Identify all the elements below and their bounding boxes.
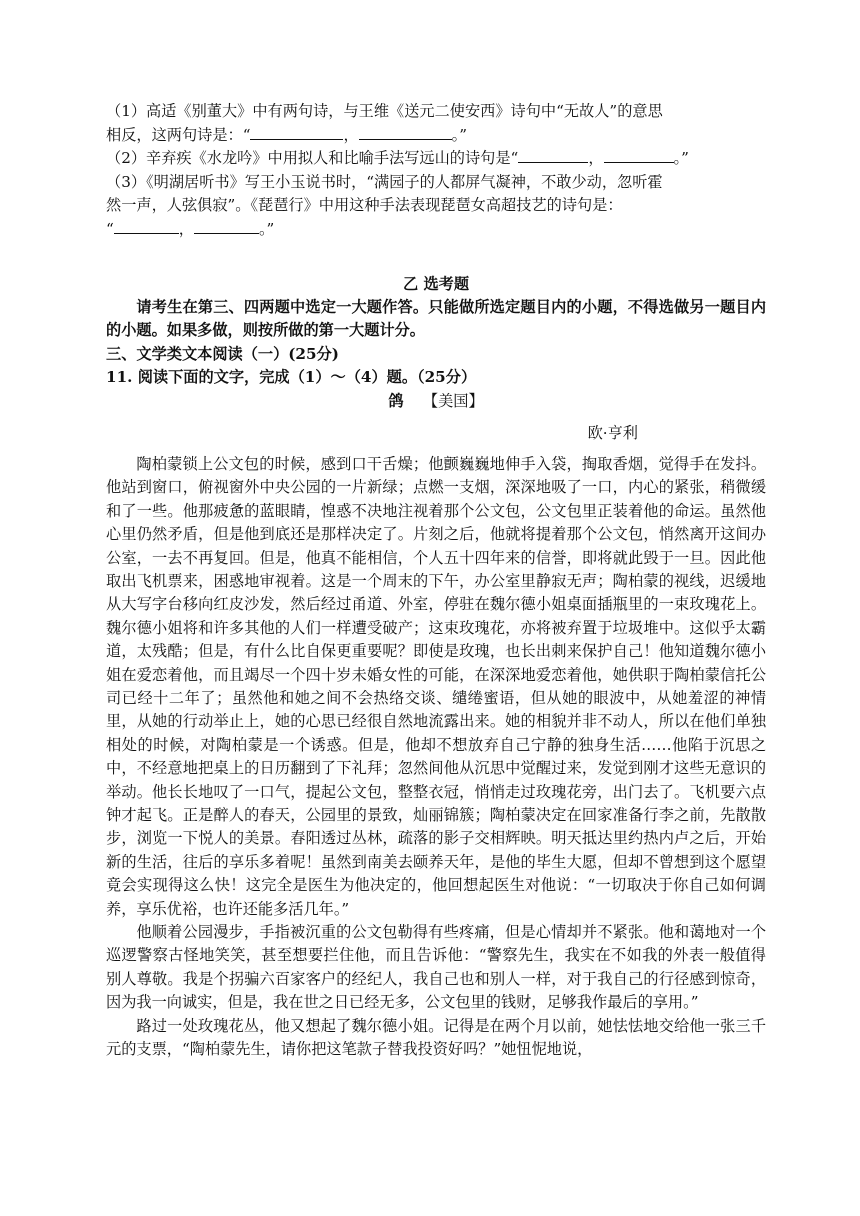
q10-item2-line xyxy=(106,147,766,171)
story-title: 鸽 xyxy=(388,391,404,410)
answer-blank xyxy=(194,218,259,234)
q10-item3-line1: （3）《明湖居听书》写王小玉说书时，“满园子的人都屏气凝神，不敢少动，忽听霍 xyxy=(106,172,663,191)
answer-blank xyxy=(250,124,343,140)
blank-separator: ， xyxy=(178,220,194,239)
answer-blank xyxy=(114,218,179,234)
answer-blank xyxy=(359,124,452,140)
q10-item2-prefix: （2）辛弃疾《水龙吟》中用拟人和比喻手法写远山的诗句是“ xyxy=(106,149,519,168)
spacer xyxy=(106,242,766,273)
q10-item1-end: 。” xyxy=(451,125,467,144)
part3-heading: 三、文学类文本阅读（一）(25分) xyxy=(106,344,339,363)
q10-item1-prefix: 相反，这两句诗是：“ xyxy=(106,125,251,144)
story-country: 【美国】 xyxy=(422,391,484,410)
q10-item3-end: 。” xyxy=(258,220,275,239)
blank-separator: ， xyxy=(588,149,604,168)
q11-heading: 11. 阅读下面的文字，完成（1）～（4）题。（25分） xyxy=(106,368,477,387)
blank-separator: ， xyxy=(343,125,359,144)
q10-item3-prefix: “ xyxy=(106,220,114,239)
story-title-row xyxy=(106,390,766,413)
q10-item2-end: 。” xyxy=(673,149,689,168)
q10-item3-line3 xyxy=(106,218,766,242)
q10-item1-line1: （1）高适《别董大》中有两句诗，与王维《送元二使安西》诗句中“无故人”的意思 xyxy=(106,102,663,120)
q10-item3-line2: 然一声，人弦俱寂”。《琵琶行》中用这种手法表现琵琶女高超技艺的诗句是： xyxy=(106,196,623,215)
answer-blank xyxy=(604,147,674,163)
story-paragraph-3: 路过一处玫瑰花丛，他又想起了魏尔德小姐。记得是在两个月以前，她怯怯地交给他一张三千元的支票，“陶柏蒙先生，请你把这笔款子替我投资好吗？”她忸怩地说， xyxy=(106,1016,766,1059)
story-paragraph-2: 他顺着公园漫步，手指被沉重的公文包勒得有些疼痛，但是心情却并不紧张。他和蔼地对一个巡逻警察古怪地笑笑，甚至想要拦住他，而且告诉他：“警察先生，我实在不如我的外表一般值得别人尊敬。我是个拐骗六百家客户的经纪人，我自己也和别人一样，对于我自己的行径感到惊奇，因为我一向诚实，但是，我在世之日已经无多，公文包里的钱财，足够我作最后的享用。” xyxy=(106,923,766,1012)
answer-blank xyxy=(518,147,588,163)
section-b-instruction: 请考生在第三、四两题中选定一大题作答。只能做所选定题目内的小题，不得选做另一题目内的小题。如果多做，则按所做的第一大题计分。 xyxy=(106,298,766,340)
story-author: 欧·亨利 xyxy=(587,423,638,442)
story-paragraph-1: 陶柏蒙锁上公文包的时候，感到口干舌燥；他颤巍巍地伸手入袋，掏取香烟，觉得手在发抖。他站到窗口，俯视窗外中央公园的一片新绿；点燃一支烟，深深地吸了一口，内心的紧张，稍微缓和了一些。他那疲惫的蓝眼睛，惶惑不决地注视着那个公文包，公文包里正装着他的命运。虽然他心里仍然矛盾，但是他到底还是那样决定了。片刻之后，他就将提着那个公文包，悄然离开这间办公室，一去不再复回。但是，他真不能相信，个人五十四年来的信誉，即将就此毁于一旦。因此他取出飞机票来，困惑地审视着。这是一个周末的下午，办公室里静寂无声；陶柏蒙的视线，迟缓地从大写字台移向红皮沙发，然后经过甬道、外室，停驻在魏尔德小姐桌面插瓶里的一束玫瑰花上。魏尔德小姐将和许多其他的人们一样遭受破产；这束玫瑰花，亦将被弃置于垃圾堆中。这似乎太霸道，太残酷；但是，有什么比自保更重要呢？即使是玫瑰，也长出刺来保护自己！他知道魏尔德小姐在爱恋着他，而且竭尽一个四十岁未婚女性的可能，在深深地爱恋着他，她供职于陶柏蒙信托公司已经十二年了；虽然他和她之间不会热络交谈、缱绻蜜语，但从她的眼波中，从她羞涩的神情里，从她的行动举止上，她的心思已经很自然地流露出来。她的相貌并非不动人，所以在他们单独相处的时候，对陶柏蒙是一个诱惑。但是，他却不想放弃自己宁静的独身生活……他陷于沉思之中，不经意地把桌上的日历翻到了下礼拜；忽然间他从沉思中觉醒过来，发觉到刚才这些无意识的举动。他长长地叹了一口气，提起公文包，整整衣冠，悄悄走过玫瑰花旁，出门去了。飞机要六点钟才起飞。正是醉人的春天，公园里的景致，灿丽锦簇；陶柏蒙决定在回家准备行李之前，先散散步，浏览一下悦人的美景。春阳透过丛林，疏落的影子交相辉映。明天抵达里约热内卢之后，开始新的生活，往后的享乐多着呢！虽然到南美去颐养天年，是他的毕生大愿，但却不曾想到这个愿望竟会实现得这么快！这完全是医生为他决定的，他回想起医生对他说：“一切取决于你自己如何调养，享乐优裕，也许还能多活几年。” xyxy=(106,454,766,918)
q10-item1-line2 xyxy=(106,124,766,148)
document-page xyxy=(106,100,766,1061)
section-b-heading: 乙 选考题 xyxy=(402,274,470,293)
